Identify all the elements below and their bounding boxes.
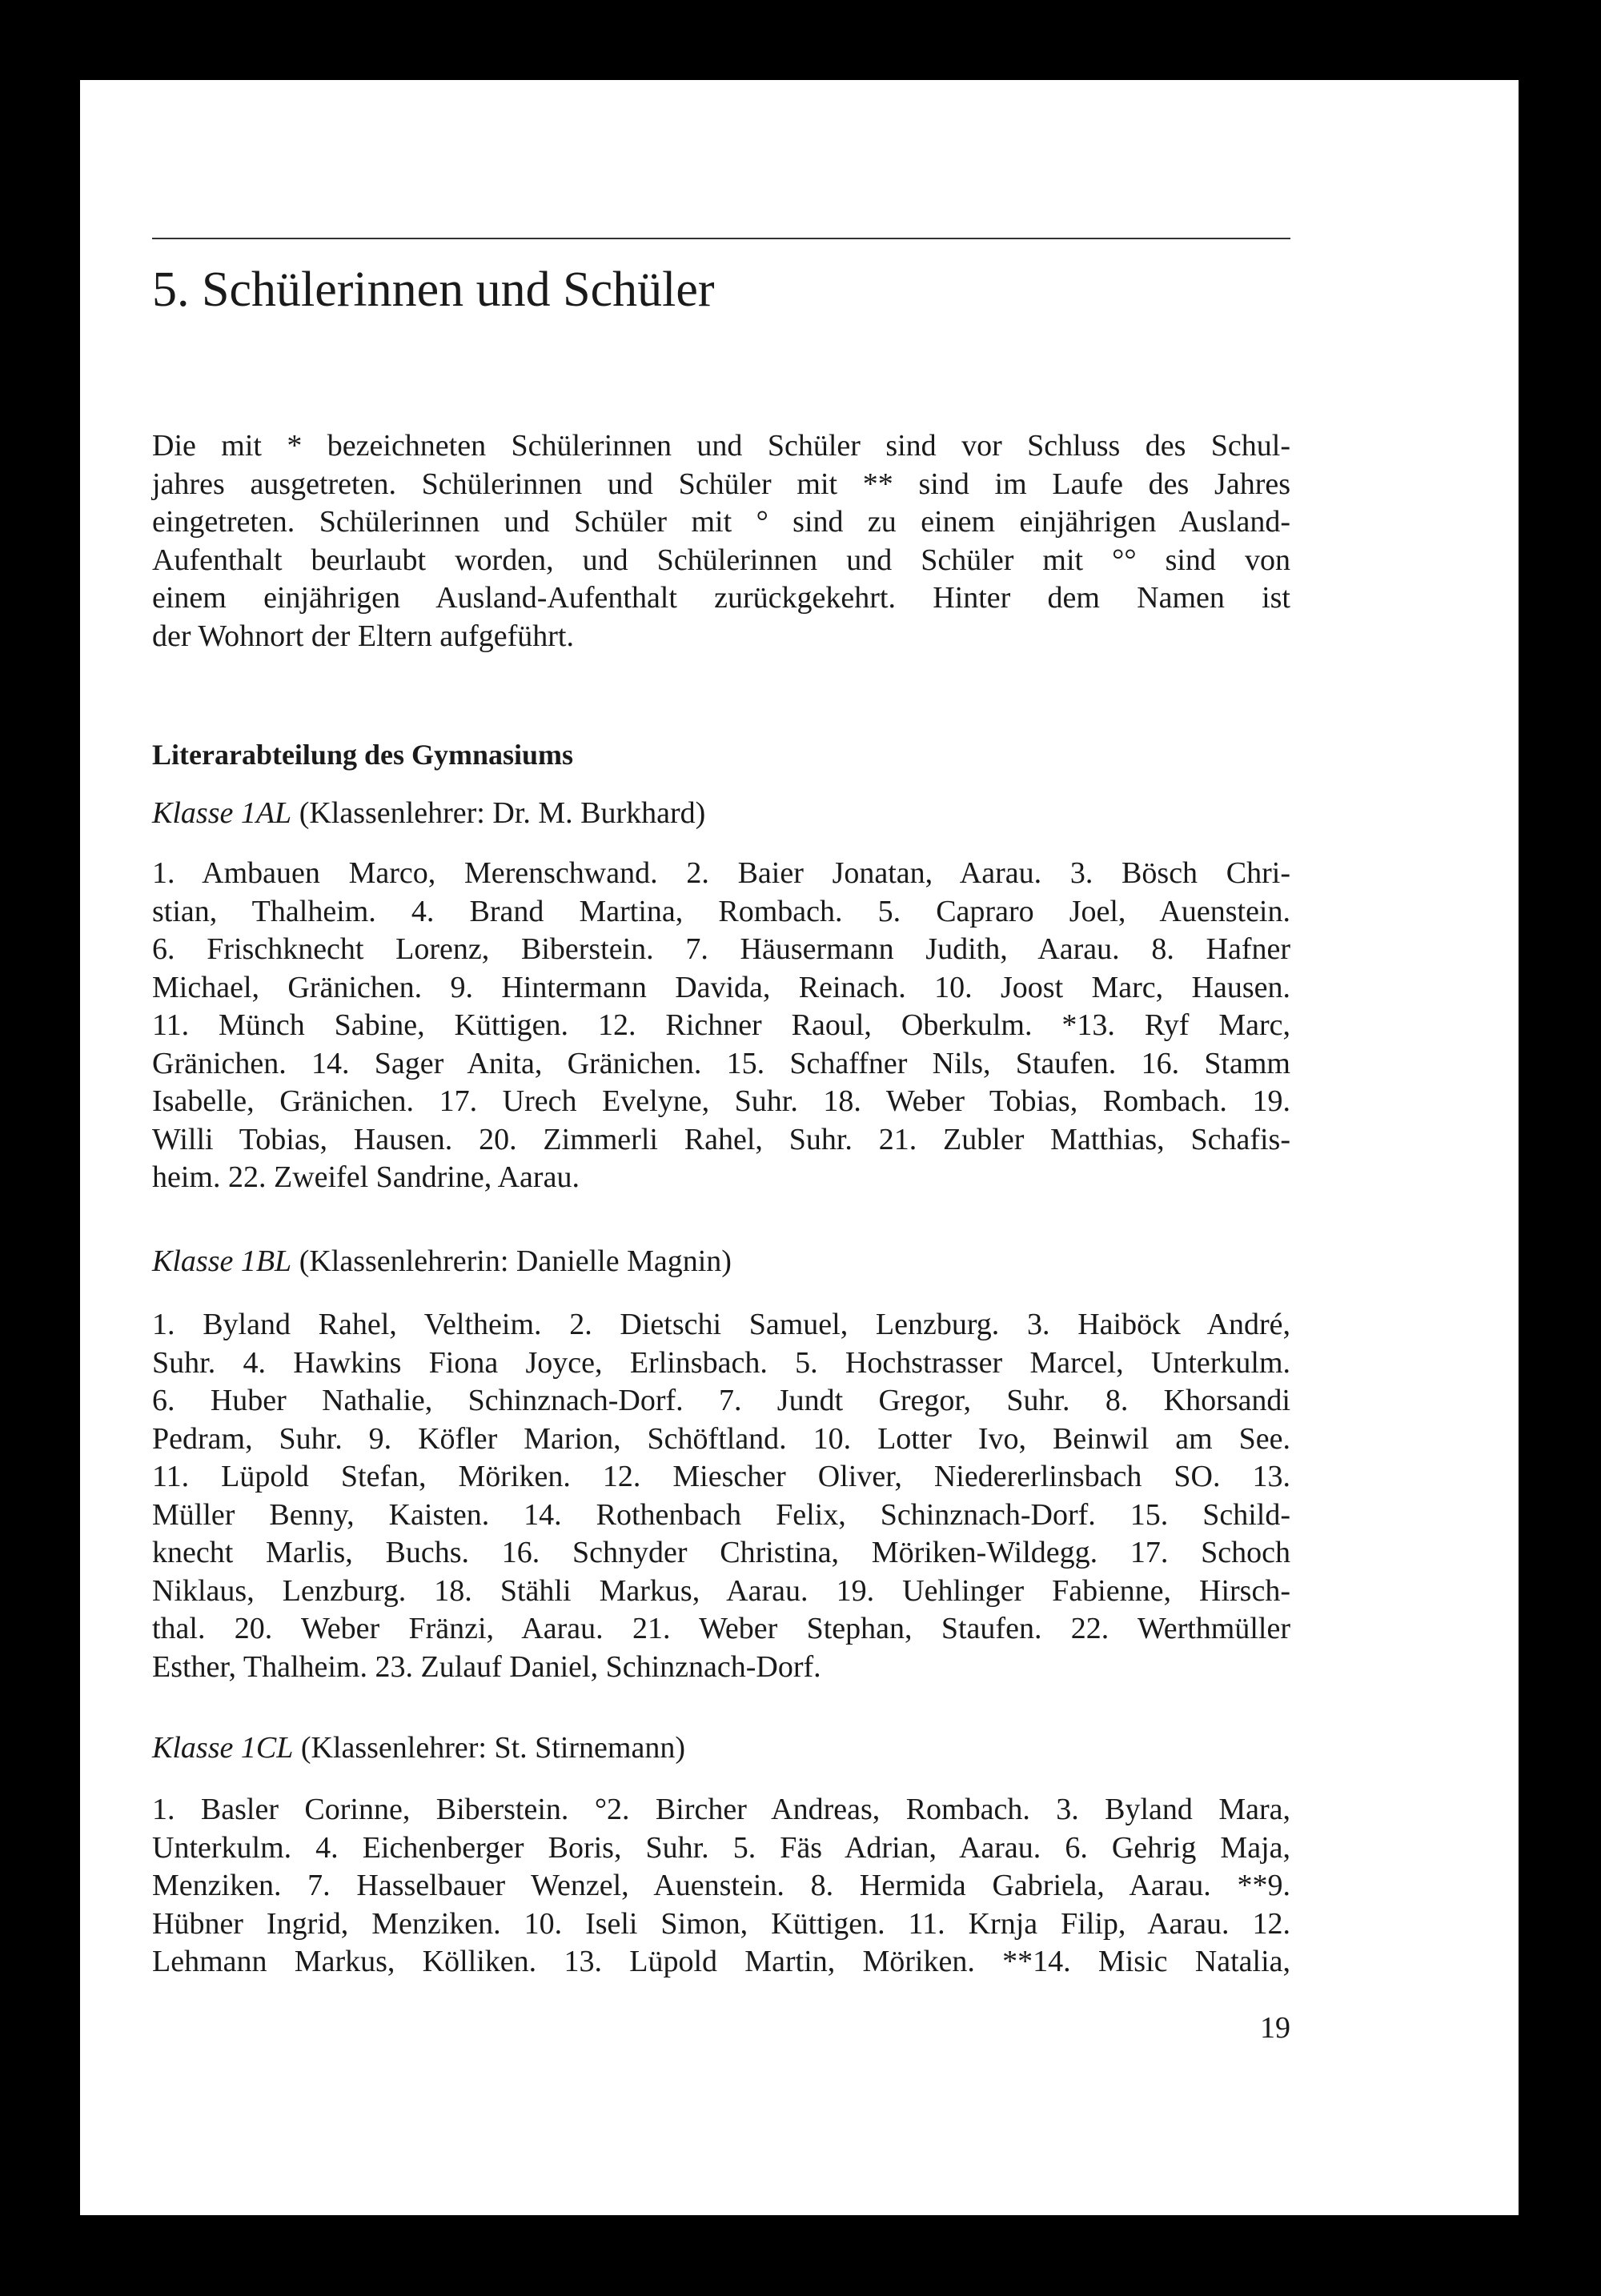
section-title: Literarabteilung des Gymnasiums bbox=[152, 739, 574, 771]
text-line: Suhr. 4. Hawkins Fiona Joyce, Erlinsbach. 5. Hochstrasser Marcel, Unterkulm. bbox=[152, 1345, 1290, 1380]
page-number: 19 bbox=[1260, 2011, 1290, 2045]
text-line: 1. Ambauen Marco, Merenschwand. 2. Baier Jonatan, Aarau. 3. Bösch Chri- bbox=[152, 856, 1290, 890]
text-line: 1. Basler Corinne, Biberstein. °2. Bircher Andreas, Rombach. 3. Byland Mara, bbox=[152, 1793, 1290, 1826]
text-line: knecht Marlis, Buchs. 16. Schnyder Christina, Möriken-Wildegg. 17. Schoch bbox=[152, 1536, 1290, 1569]
text-line: Lehmann Markus, Kölliken. 13. Lüpold Martin, Möriken. **14. Misic Natalia, bbox=[152, 1945, 1290, 1978]
text-line: thal. 20. Weber Fränzi, Aarau. 21. Weber Stephan, Staufen. 22. Werthmüller bbox=[152, 1612, 1290, 1645]
class-name: Klasse 1AL bbox=[152, 796, 292, 830]
text-line: einem einjährigen Ausland-Aufenthalt zurückgekehrt. Hinter dem Namen ist bbox=[152, 581, 1290, 615]
text-line: 6. Huber Nathalie, Schinznach-Dorf. 7. Jundt Gregor, Suhr. 8. Khorsandi bbox=[152, 1384, 1290, 1417]
text-line: heim. 22. Zweifel Sandrine, Aarau. bbox=[152, 1160, 580, 1194]
text-line: 6. Frischknecht Lorenz, Biberstein. 7. Häusermann Judith, Aarau. 8. Hafner bbox=[152, 932, 1290, 966]
text-line: 11. Lüpold Stefan, Möriken. 12. Miescher Oliver, Niedererlinsbach SO. 13. bbox=[152, 1460, 1290, 1493]
text-line: Müller Benny, Kaisten. 14. Rothenbach Felix, Schinznach-Dorf. 15. Schild- bbox=[152, 1497, 1290, 1532]
class-list-1cl bbox=[152, 1791, 1290, 1981]
class-teacher: (Klassenlehrer: St. Stirnemann) bbox=[300, 1731, 685, 1765]
text-line: Niklaus, Lenzburg. 18. Stähli Markus, Aarau. 19. Uehlinger Fabienne, Hirsch- bbox=[152, 1573, 1290, 1608]
heading-rule bbox=[152, 238, 1290, 239]
text-line: Hübner Ingrid, Menziken. 10. Iseli Simon, Küttigen. 11. Krnja Filip, Aarau. 12. bbox=[152, 1906, 1290, 1941]
text-line: Aufenthalt beurlaubt worden, und Schülerinnen und Schüler mit °° sind von bbox=[152, 543, 1290, 577]
class-list-1al bbox=[152, 855, 1290, 1197]
class-header-1bl bbox=[152, 1243, 1290, 1281]
chapter-heading: 5. Schülerinnen und Schüler bbox=[152, 262, 715, 317]
class-teacher: (Klassenlehrer: Dr. M. Burkhard) bbox=[299, 796, 706, 830]
class-name: Klasse 1CL bbox=[152, 1731, 294, 1765]
class-teacher: (Klassenlehrerin: Danielle Magnin) bbox=[299, 1244, 732, 1278]
text-line: Michael, Gränichen. 9. Hintermann Davida, Reinach. 10. Joost Marc, Hausen. bbox=[152, 970, 1290, 1004]
class-list-1bl bbox=[152, 1306, 1290, 1686]
text-line: stian, Thalheim. 4. Brand Martina, Rombach. 5. Capraro Joel, Auenstein. bbox=[152, 894, 1290, 928]
text-line: Willi Tobias, Hausen. 20. Zimmerli Rahel, Suhr. 21. Zubler Matthias, Schafis- bbox=[152, 1122, 1290, 1156]
text-line: Isabelle, Gränichen. 17. Urech Evelyne, Suhr. 18. Weber Tobias, Rombach. 19. bbox=[152, 1084, 1290, 1118]
class-header-1al bbox=[152, 795, 1290, 833]
class-name: Klasse 1BL bbox=[152, 1244, 292, 1278]
class-header-1cl bbox=[152, 1729, 1290, 1768]
text-line: Gränichen. 14. Sager Anita, Gränichen. 15. Schaffner Nils, Staufen. 16. Stamm bbox=[152, 1046, 1290, 1080]
text-line: 11. Münch Sabine, Küttigen. 12. Richner Raoul, Oberkulm. *13. Ryf Marc, bbox=[152, 1008, 1290, 1042]
text-line: Menziken. 7. Hasselbauer Wenzel, Auenstein. 8. Hermida Gabriela, Aarau. **9. bbox=[152, 1869, 1290, 1902]
text-line: Unterkulm. 4. Eichenberger Boris, Suhr. 5. Fäs Adrian, Aarau. 6. Gehrig Maja, bbox=[152, 1830, 1290, 1865]
text-line: der Wohnort der Eltern aufgeführt. bbox=[152, 619, 574, 653]
intro-paragraph bbox=[152, 427, 1290, 655]
text-line: eingetreten. Schülerinnen und Schüler mit ° sind zu einem einjährigen Ausland- bbox=[152, 505, 1290, 539]
text-line: Esther, Thalheim. 23. Zulauf Daniel, Schinznach-Dorf. bbox=[152, 1649, 821, 1684]
text-line: Die mit * bezeichneten Schülerinnen und Schüler sind vor Schluss des Schul- bbox=[152, 429, 1290, 463]
text-line: Pedram, Suhr. 9. Köfler Marion, Schöftland. 10. Lotter Ivo, Beinwil am See. bbox=[152, 1421, 1290, 1456]
text-line: jahres ausgetreten. Schülerinnen und Schüler mit ** sind im Laufe des Jahres bbox=[152, 467, 1290, 501]
text-line: 1. Byland Rahel, Veltheim. 2. Dietschi Samuel, Lenzburg. 3. Haiböck André, bbox=[152, 1308, 1290, 1341]
